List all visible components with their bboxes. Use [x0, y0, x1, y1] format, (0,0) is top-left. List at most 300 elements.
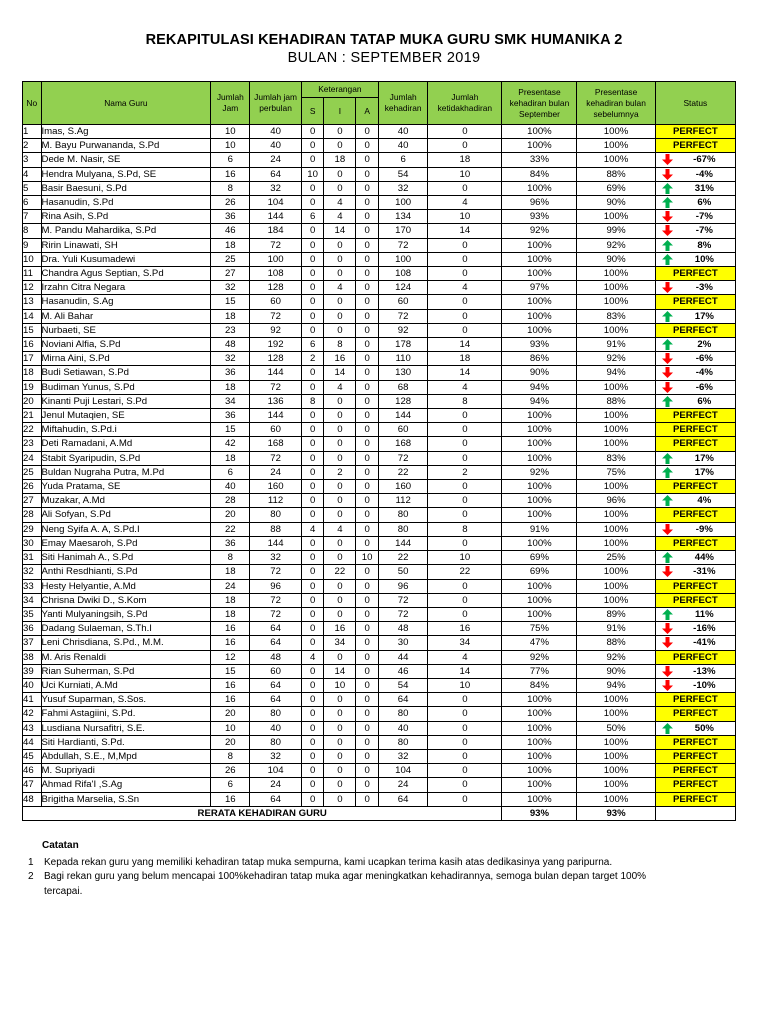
jumlah-jam: 18	[211, 238, 250, 252]
presentase-sebelumnya: 100%	[577, 323, 655, 337]
kehadiran-count: 80	[378, 735, 427, 749]
jam-perbulan: 144	[250, 536, 301, 550]
status-cell: PERFECT	[655, 480, 735, 494]
table-row	[23, 579, 736, 593]
sakit-count: 0	[301, 622, 324, 636]
ketidakhadiran-count: 14	[428, 366, 502, 380]
izin-count: 0	[324, 536, 356, 550]
teacher-name: Nurbaeti, SE	[41, 323, 211, 337]
presentase-bulan-ini: 100%	[502, 778, 577, 792]
jam-perbulan: 104	[250, 764, 301, 778]
presentase-bulan-ini: 91%	[502, 522, 577, 536]
ketidakhadiran-count: 10	[428, 210, 502, 224]
table-row	[23, 622, 736, 636]
sakit-count: 0	[301, 323, 324, 337]
status-cell	[655, 636, 735, 650]
alpa-count: 0	[356, 295, 379, 309]
teacher-name: M. Bayu Purwananda, S.Pd	[41, 139, 211, 153]
presentase-sebelumnya: 100%	[577, 423, 655, 437]
sakit-count: 0	[301, 735, 324, 749]
status-change: 17%	[694, 452, 714, 464]
presentase-bulan-ini: 100%	[502, 125, 577, 139]
jam-perbulan: 144	[250, 210, 301, 224]
presentase-sebelumnya: 100%	[577, 437, 655, 451]
presentase-bulan-ini: 100%	[502, 437, 577, 451]
izin-count: 0	[324, 451, 356, 465]
row-number: 31	[23, 551, 42, 565]
status-cell: PERFECT	[655, 579, 735, 593]
jumlah-jam: 18	[211, 380, 250, 394]
table-row	[23, 167, 736, 181]
status-cell	[655, 153, 735, 167]
izin-count: 4	[324, 522, 356, 536]
sakit-count: 0	[301, 494, 324, 508]
arrow-up-icon	[662, 339, 673, 350]
kehadiran-count: 144	[378, 536, 427, 550]
izin-count: 0	[324, 792, 356, 806]
status-change: -16%	[693, 623, 716, 635]
table-row	[23, 707, 736, 721]
kehadiran-count: 178	[378, 338, 427, 352]
teacher-name: M. Ali Bahar	[41, 309, 211, 323]
jumlah-jam: 10	[211, 721, 250, 735]
alpa-count: 0	[356, 252, 379, 266]
arrow-down-icon	[662, 367, 673, 378]
teacher-name: Deti Ramadani, A.Md	[41, 437, 211, 451]
jumlah-jam: 10	[211, 125, 250, 139]
jam-perbulan: 32	[250, 181, 301, 195]
jumlah-jam: 16	[211, 636, 250, 650]
jam-perbulan: 60	[250, 295, 301, 309]
row-number: 22	[23, 423, 42, 437]
presentase-bulan-ini: 100%	[502, 735, 577, 749]
kehadiran-count: 48	[378, 622, 427, 636]
header-no: No	[23, 82, 42, 125]
row-number: 8	[23, 224, 42, 238]
kehadiran-count: 22	[378, 551, 427, 565]
sakit-count: 0	[301, 551, 324, 565]
ketidakhadiran-count: 10	[428, 167, 502, 181]
jam-perbulan: 88	[250, 522, 301, 536]
jumlah-jam: 24	[211, 579, 250, 593]
sakit-count: 0	[301, 295, 324, 309]
kehadiran-count: 134	[378, 210, 427, 224]
ketidakhadiran-count: 0	[428, 139, 502, 153]
teacher-name: Dede M. Nasir, SE	[41, 153, 211, 167]
status-cell: PERFECT	[655, 749, 735, 763]
jumlah-jam: 40	[211, 480, 250, 494]
table-row	[23, 210, 736, 224]
kehadiran-count: 100	[378, 252, 427, 266]
jumlah-jam: 36	[211, 366, 250, 380]
kehadiran-count: 80	[378, 508, 427, 522]
sakit-count: 6	[301, 210, 324, 224]
jumlah-jam: 25	[211, 252, 250, 266]
ketidakhadiran-count: 18	[428, 352, 502, 366]
status-cell	[655, 281, 735, 295]
presentase-sebelumnya: 100%	[577, 295, 655, 309]
row-number: 1	[23, 125, 42, 139]
jam-perbulan: 144	[250, 409, 301, 423]
jumlah-jam: 20	[211, 508, 250, 522]
jam-perbulan: 144	[250, 366, 301, 380]
presentase-bulan-ini: 69%	[502, 565, 577, 579]
table-row	[23, 267, 736, 281]
ketidakhadiran-count: 0	[428, 536, 502, 550]
arrow-up-icon	[662, 609, 673, 620]
status-change: 6%	[697, 395, 712, 407]
sakit-count: 0	[301, 153, 324, 167]
jumlah-jam: 42	[211, 437, 250, 451]
teacher-name: Chrisna Dwiki D., S.Kom	[41, 593, 211, 607]
teacher-name: Yusuf Suparman, S.Sos.	[41, 693, 211, 707]
teacher-name: Buldan Nugraha Putra, M.Pd	[41, 465, 211, 479]
status-cell: PERFECT	[655, 125, 735, 139]
jam-perbulan: 100	[250, 252, 301, 266]
sakit-count: 0	[301, 423, 324, 437]
presentase-bulan-ini: 94%	[502, 394, 577, 408]
ketidakhadiran-count: 0	[428, 181, 502, 195]
presentase-bulan-ini: 100%	[502, 480, 577, 494]
teacher-name: Brigitha Marselia, S.Sn	[41, 792, 211, 806]
presentase-bulan-ini: 100%	[502, 323, 577, 337]
presentase-sebelumnya: 91%	[577, 622, 655, 636]
teacher-name: Siti Hardianti, S.Pd.	[41, 735, 211, 749]
presentase-sebelumnya: 100%	[577, 735, 655, 749]
ketidakhadiran-count: 22	[428, 565, 502, 579]
jam-perbulan: 96	[250, 579, 301, 593]
status-cell	[655, 494, 735, 508]
sakit-count: 4	[301, 522, 324, 536]
presentase-sebelumnya: 90%	[577, 664, 655, 678]
ketidakhadiran-count: 0	[428, 735, 502, 749]
alpa-count: 0	[356, 224, 379, 238]
row-number: 38	[23, 650, 42, 664]
row-number: 11	[23, 267, 42, 281]
row-number: 4	[23, 167, 42, 181]
row-number: 26	[23, 480, 42, 494]
kehadiran-count: 80	[378, 522, 427, 536]
presentase-sebelumnya: 99%	[577, 224, 655, 238]
teacher-name: Leni Chrisdiana, S.Pd., M.M.	[41, 636, 211, 650]
kehadiran-count: 30	[378, 636, 427, 650]
note-text: Bagi rekan guru yang belum mencapai 100%kehadiran tatap muka agar meningkatkan kehadirannya, semoga bulan depan target 100% tercapai.	[44, 871, 647, 897]
presentase-bulan-ini: 77%	[502, 664, 577, 678]
arrow-down-icon	[662, 680, 673, 691]
sakit-count: 0	[301, 778, 324, 792]
presentase-bulan-ini: 47%	[502, 636, 577, 650]
header-keterangan: Keterangan	[301, 82, 378, 98]
jam-perbulan: 64	[250, 622, 301, 636]
izin-count: 0	[324, 764, 356, 778]
kehadiran-count: 64	[378, 693, 427, 707]
sakit-count: 0	[301, 480, 324, 494]
jam-perbulan: 72	[250, 565, 301, 579]
sakit-count: 0	[301, 380, 324, 394]
alpa-count: 10	[356, 551, 379, 565]
presentase-sebelumnya: 100%	[577, 125, 655, 139]
jumlah-jam: 8	[211, 181, 250, 195]
presentase-sebelumnya: 100%	[577, 480, 655, 494]
jam-perbulan: 192	[250, 338, 301, 352]
izin-count: 4	[324, 210, 356, 224]
kehadiran-count: 72	[378, 238, 427, 252]
presentase-bulan-ini: 75%	[502, 622, 577, 636]
presentase-bulan-ini: 100%	[502, 252, 577, 266]
alpa-count: 0	[356, 522, 379, 536]
jam-perbulan: 64	[250, 167, 301, 181]
alpa-count: 0	[356, 267, 379, 281]
alpa-count: 0	[356, 409, 379, 423]
kehadiran-count: 60	[378, 423, 427, 437]
jumlah-jam: 6	[211, 153, 250, 167]
status-cell: PERFECT	[655, 508, 735, 522]
presentase-sebelumnya: 100%	[577, 565, 655, 579]
teacher-name: Hasanudin, S.Pd	[41, 196, 211, 210]
izin-count: 0	[324, 480, 356, 494]
jumlah-jam: 36	[211, 409, 250, 423]
kehadiran-count: 170	[378, 224, 427, 238]
status-cell: PERFECT	[655, 139, 735, 153]
ketidakhadiran-count: 0	[428, 309, 502, 323]
jumlah-jam: 6	[211, 778, 250, 792]
ketidakhadiran-count: 4	[428, 650, 502, 664]
ketidakhadiran-count: 4	[428, 281, 502, 295]
alpa-count: 0	[356, 693, 379, 707]
jumlah-jam: 15	[211, 423, 250, 437]
presentase-sebelumnya: 69%	[577, 181, 655, 195]
izin-count: 10	[324, 678, 356, 692]
header-nama-guru: Nama Guru	[41, 82, 211, 125]
presentase-bulan-ini: 96%	[502, 196, 577, 210]
jam-perbulan: 108	[250, 267, 301, 281]
table-row	[23, 181, 736, 195]
kehadiran-count: 72	[378, 451, 427, 465]
table-row	[23, 792, 736, 806]
teacher-name: Dra. Yuli Kusumadewi	[41, 252, 211, 266]
jumlah-jam: 36	[211, 210, 250, 224]
ketidakhadiran-count: 0	[428, 607, 502, 621]
alpa-count: 0	[356, 622, 379, 636]
jumlah-jam: 27	[211, 267, 250, 281]
status-cell: PERFECT	[655, 650, 735, 664]
ketidakhadiran-count: 0	[428, 451, 502, 465]
kehadiran-count: 80	[378, 707, 427, 721]
table-row	[23, 693, 736, 707]
table-row	[23, 409, 736, 423]
row-number: 37	[23, 636, 42, 650]
alpa-count: 0	[356, 792, 379, 806]
sakit-count: 0	[301, 224, 324, 238]
presentase-bulan-ini: 100%	[502, 139, 577, 153]
alpa-count: 0	[356, 309, 379, 323]
status-cell	[655, 664, 735, 678]
presentase-bulan-ini: 100%	[502, 707, 577, 721]
presentase-sebelumnya: 94%	[577, 366, 655, 380]
table-row	[23, 593, 736, 607]
jam-perbulan: 184	[250, 224, 301, 238]
teacher-name: Uci Kurniati, A.Md	[41, 678, 211, 692]
row-number: 13	[23, 295, 42, 309]
teacher-name: Miftahudin, S.Pd.i	[41, 423, 211, 437]
presentase-bulan-ini: 93%	[502, 338, 577, 352]
arrow-down-icon	[662, 353, 673, 364]
table-row	[23, 451, 736, 465]
presentase-bulan-ini: 100%	[502, 764, 577, 778]
sakit-count: 0	[301, 366, 324, 380]
row-number: 10	[23, 252, 42, 266]
table-row	[23, 565, 736, 579]
sakit-count: 0	[301, 267, 324, 281]
table-row	[23, 721, 736, 735]
presentase-bulan-ini: 94%	[502, 380, 577, 394]
status-cell: PERFECT	[655, 423, 735, 437]
row-number: 40	[23, 678, 42, 692]
status-cell	[655, 309, 735, 323]
jam-perbulan: 80	[250, 707, 301, 721]
jam-perbulan: 32	[250, 749, 301, 763]
alpa-count: 0	[356, 423, 379, 437]
jam-perbulan: 128	[250, 281, 301, 295]
jumlah-jam: 15	[211, 664, 250, 678]
alpa-count: 0	[356, 437, 379, 451]
alpa-count: 0	[356, 764, 379, 778]
kehadiran-count: 64	[378, 792, 427, 806]
alpa-count: 0	[356, 451, 379, 465]
izin-count: 0	[324, 778, 356, 792]
alpa-count: 0	[356, 394, 379, 408]
status-cell	[655, 210, 735, 224]
arrow-down-icon	[662, 666, 673, 677]
izin-count: 8	[324, 338, 356, 352]
teacher-name: Kinanti Puji Lestari, S.Pd	[41, 394, 211, 408]
attendance-table	[22, 81, 736, 821]
table-row	[23, 380, 736, 394]
presentase-bulan-ini: 100%	[502, 792, 577, 806]
jam-perbulan: 40	[250, 721, 301, 735]
table-row	[23, 125, 736, 139]
row-number: 3	[23, 153, 42, 167]
table-row	[23, 196, 736, 210]
table-row	[23, 749, 736, 763]
header-presentase-bulan-ini: Presentase kehadiran bulan September	[502, 82, 577, 125]
teacher-name: Yuda Pratama, SE	[41, 480, 211, 494]
presentase-bulan-ini: 100%	[502, 749, 577, 763]
kehadiran-count: 60	[378, 295, 427, 309]
kehadiran-count: 50	[378, 565, 427, 579]
presentase-bulan-ini: 100%	[502, 536, 577, 550]
sakit-count: 0	[301, 451, 324, 465]
sakit-count: 0	[301, 792, 324, 806]
arrow-down-icon	[662, 169, 673, 180]
jumlah-jam: 36	[211, 536, 250, 550]
teacher-name: Chandra Agus Septian, S.Pd	[41, 267, 211, 281]
presentase-sebelumnya: 100%	[577, 267, 655, 281]
sakit-count: 0	[301, 409, 324, 423]
presentase-sebelumnya: 83%	[577, 451, 655, 465]
presentase-bulan-ini: 100%	[502, 423, 577, 437]
presentase-bulan-ini: 92%	[502, 224, 577, 238]
jumlah-jam: 18	[211, 451, 250, 465]
table-row	[23, 678, 736, 692]
alpa-count: 0	[356, 352, 379, 366]
presentase-sebelumnya: 91%	[577, 338, 655, 352]
status-change: -6%	[695, 381, 713, 393]
table-row	[23, 295, 736, 309]
jam-perbulan: 80	[250, 735, 301, 749]
table-row	[23, 252, 736, 266]
izin-count: 0	[324, 167, 356, 181]
sakit-count: 0	[301, 678, 324, 692]
presentase-bulan-ini: 100%	[502, 309, 577, 323]
teacher-name: Stabit Syaripudin, S.Pd	[41, 451, 211, 465]
ketidakhadiran-count: 0	[428, 707, 502, 721]
arrow-up-icon	[662, 311, 673, 322]
status-change: 6%	[697, 197, 712, 209]
status-cell: PERFECT	[655, 778, 735, 792]
ketidakhadiran-count: 10	[428, 678, 502, 692]
arrow-down-icon	[662, 211, 673, 222]
jumlah-jam: 32	[211, 281, 250, 295]
ketidakhadiran-count: 0	[428, 764, 502, 778]
presentase-sebelumnya: 92%	[577, 238, 655, 252]
presentase-sebelumnya: 100%	[577, 536, 655, 550]
ketidakhadiran-count: 14	[428, 224, 502, 238]
sakit-count: 4	[301, 650, 324, 664]
teacher-name: Rian Suherman, S.Pd	[41, 664, 211, 678]
kehadiran-count: 72	[378, 593, 427, 607]
izin-count: 4	[324, 196, 356, 210]
status-cell	[655, 451, 735, 465]
teacher-name: Emay Maesaroh, S.Pd	[41, 536, 211, 550]
jumlah-jam: 18	[211, 309, 250, 323]
alpa-count: 0	[356, 508, 379, 522]
izin-count: 16	[324, 622, 356, 636]
arrow-up-icon	[662, 240, 673, 251]
presentase-bulan-ini: 100%	[502, 693, 577, 707]
jam-perbulan: 168	[250, 437, 301, 451]
status-cell: PERFECT	[655, 792, 735, 806]
status-change: -4%	[695, 168, 713, 180]
presentase-bulan-ini: 92%	[502, 650, 577, 664]
teacher-name: Neng Syifa A. A, S.Pd.I	[41, 522, 211, 536]
status-cell	[655, 565, 735, 579]
alpa-count: 0	[356, 565, 379, 579]
presentase-sebelumnya: 100%	[577, 210, 655, 224]
presentase-sebelumnya: 90%	[577, 252, 655, 266]
sakit-count: 8	[301, 394, 324, 408]
kehadiran-count: 32	[378, 749, 427, 763]
teacher-name: Hendra Mulyana, S.Pd, SE	[41, 167, 211, 181]
arrow-up-icon	[662, 723, 673, 734]
jumlah-jam: 22	[211, 522, 250, 536]
izin-count: 0	[324, 551, 356, 565]
jam-perbulan: 64	[250, 792, 301, 806]
presentase-sebelumnya: 100%	[577, 380, 655, 394]
kehadiran-count: 124	[378, 281, 427, 295]
alpa-count: 0	[356, 181, 379, 195]
arrow-up-icon	[662, 183, 673, 194]
presentase-bulan-ini: 33%	[502, 153, 577, 167]
alpa-count: 0	[356, 465, 379, 479]
header-izin: I	[324, 98, 356, 125]
sakit-count: 0	[301, 579, 324, 593]
ketidakhadiran-count: 0	[428, 593, 502, 607]
status-cell	[655, 522, 735, 536]
kehadiran-count: 72	[378, 607, 427, 621]
row-number: 7	[23, 210, 42, 224]
izin-count: 0	[324, 607, 356, 621]
